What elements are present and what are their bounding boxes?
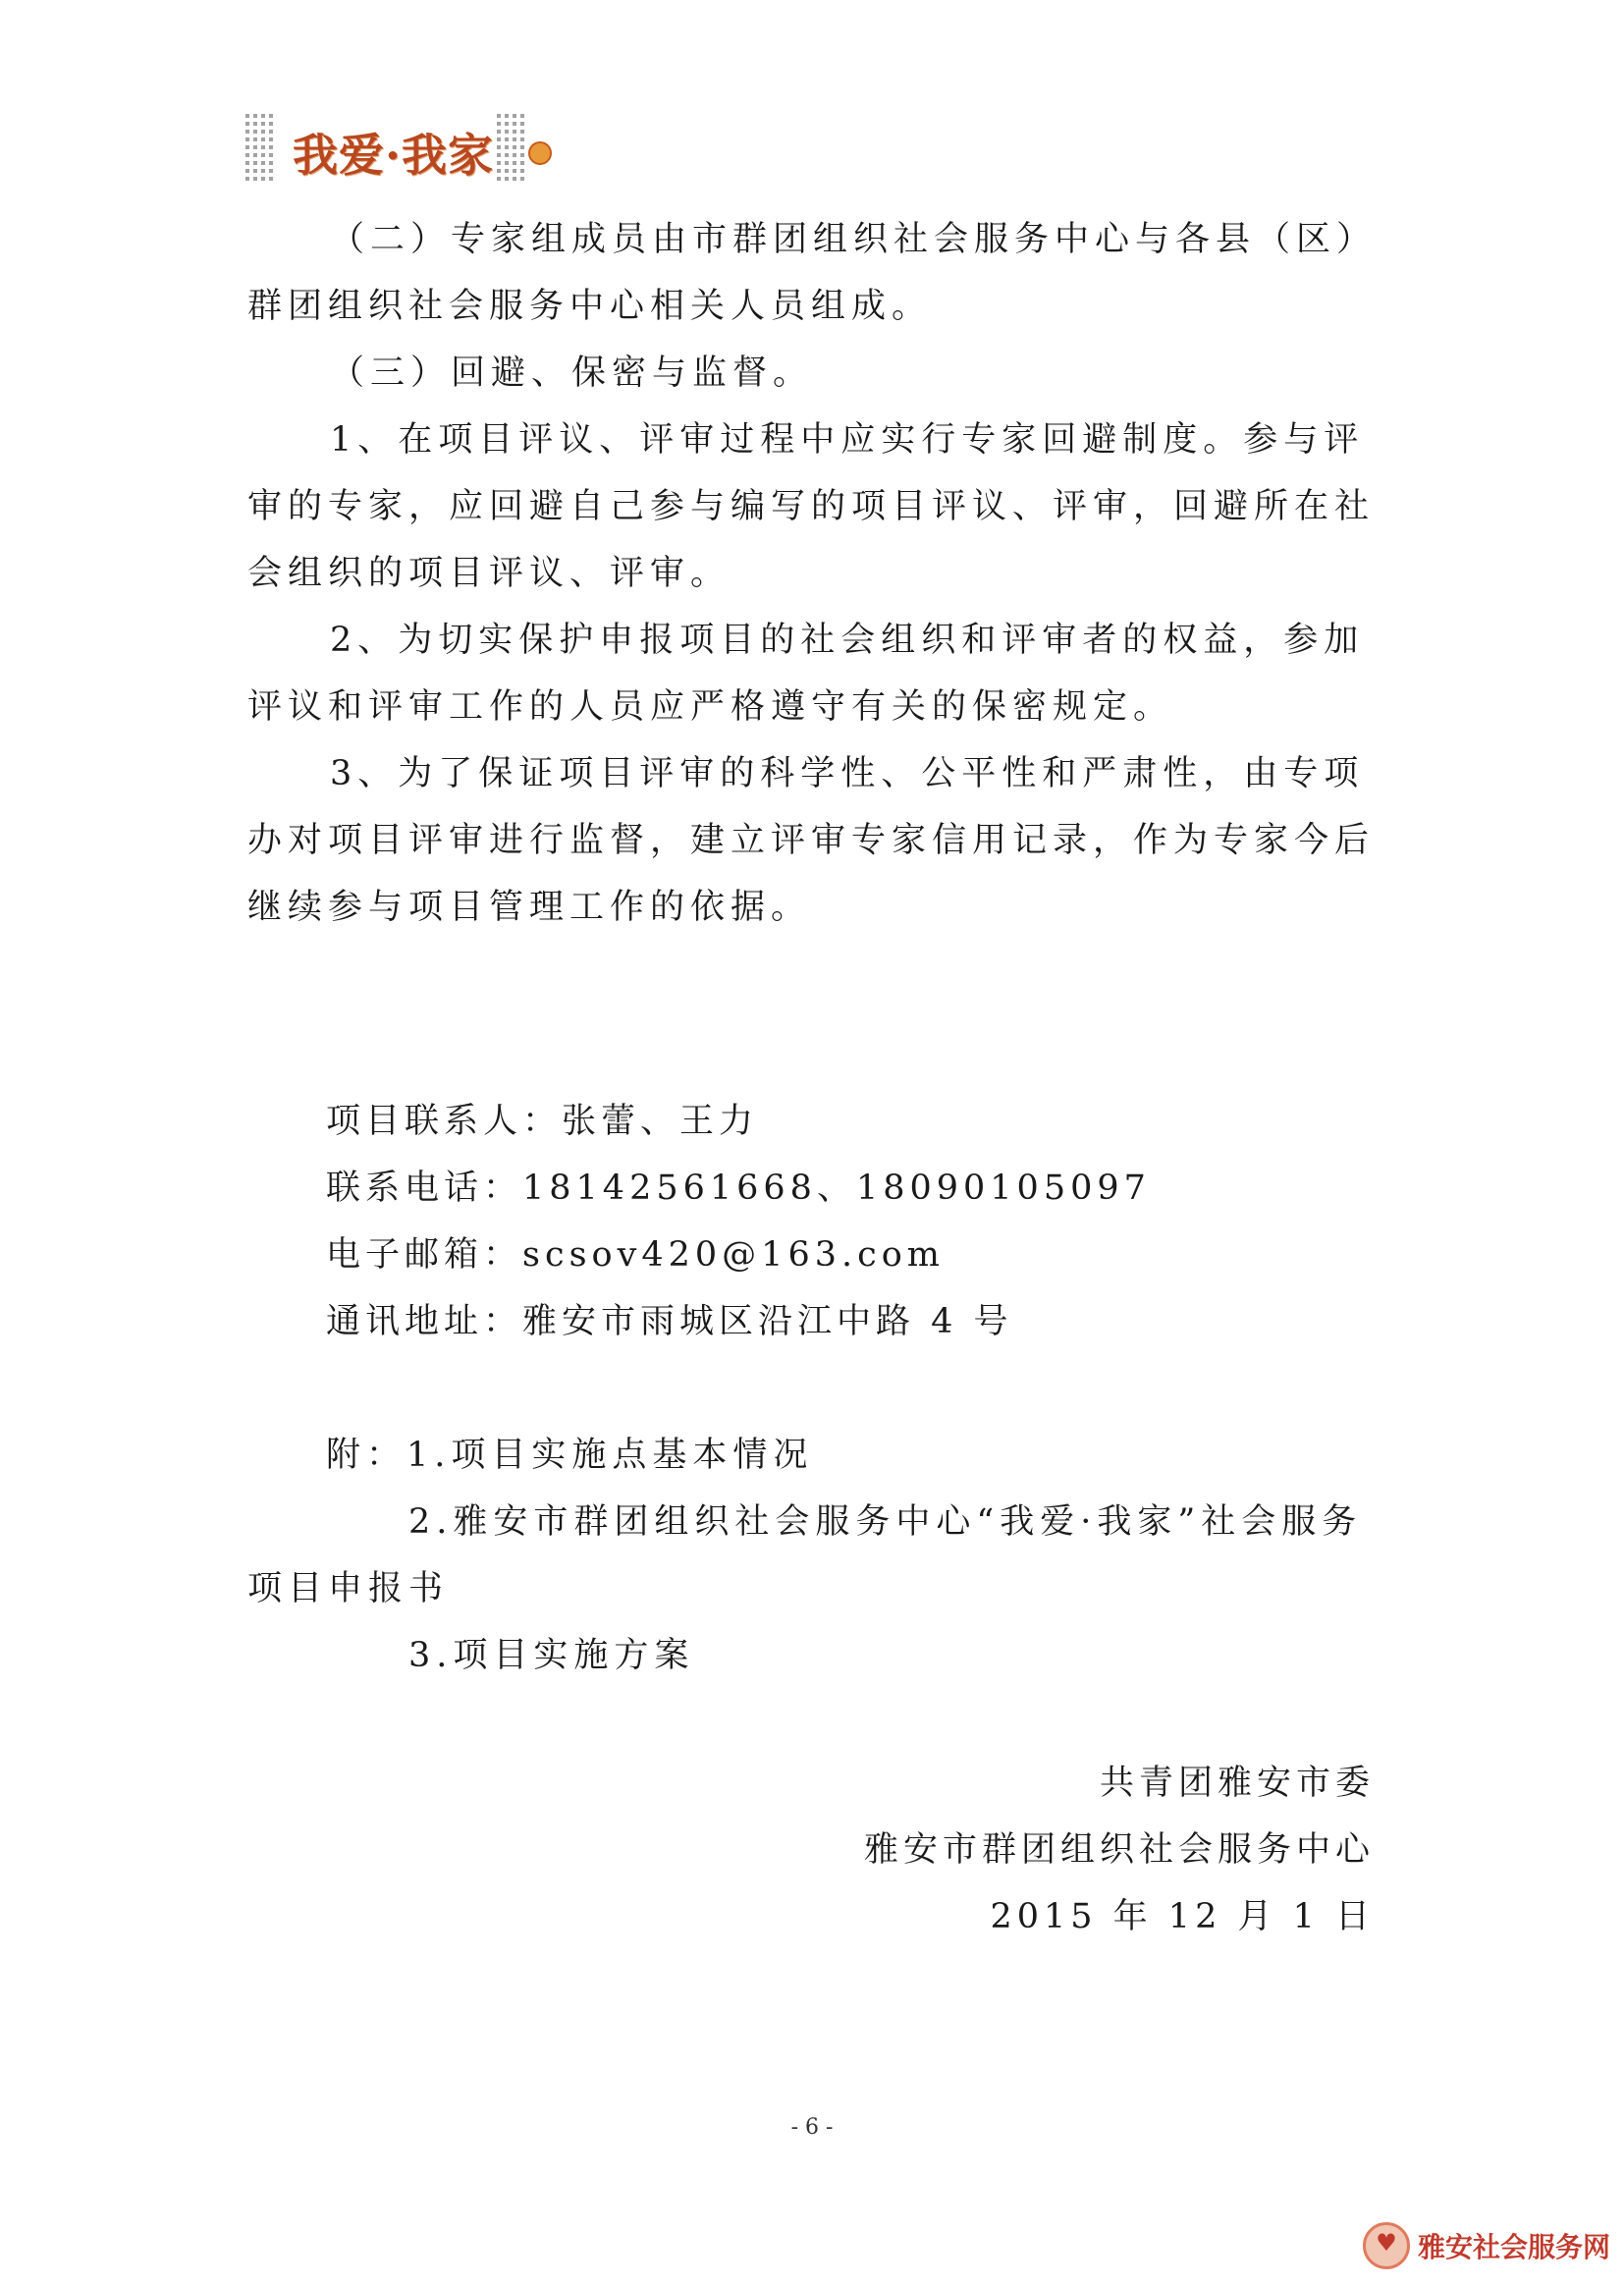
paragraph: 3、为了保证项目评审的科学性、公平性和严肃性，由专项办对项目评审进行监督，建立评审专家信用记录，作为专家今后继续参与项目管理工作的依据。: [247, 754, 1376, 927]
contact-email: 电子邮箱：scsov420@163.com: [326, 1235, 945, 1275]
logo-side-decoration: [244, 114, 277, 192]
signature-date: 2015 年 12 月 1 日: [990, 1897, 1375, 1936]
heart-logo-icon: [1363, 2222, 1410, 2269]
contact-person: 项目联系人：张蕾、王力: [326, 1102, 759, 1141]
attachment-item: 3.项目实施方案: [408, 1636, 695, 1675]
logo-brand-text: 我爱·我家: [293, 129, 495, 182]
contact-address: 通讯地址：雅安市雨城区沿江中路 4 号: [326, 1302, 1013, 1341]
contact-phone: 联系电话：18142561668、18090105097: [326, 1169, 1151, 1208]
header-logo: [244, 110, 538, 198]
site-watermark: [1363, 2218, 1610, 2273]
paragraph: 1、在项目评议、评审过程中应实行专家回避制度。参与评审的专家，应回避自己参与编写的项目评议、评审，回避所在社会组织的项目评议、评审。: [247, 420, 1376, 593]
contact-info: [326, 1088, 1151, 1355]
document-body: [247, 206, 1377, 941]
attachments: [247, 1422, 1377, 1689]
paragraph: 2、为切实保护申报项目的社会组织和评审者的权益，参加评议和评审工作的人员应严格遵守有关的保密规定。: [247, 621, 1365, 727]
paragraph: （三）回避、保密与监督。: [330, 354, 814, 393]
page-number: - 6 -: [790, 2115, 834, 2140]
paragraph: （二）专家组成员由市群团组织社会服务中心与各县（区）群团组织社会服务中心相关人员组成。: [247, 220, 1378, 326]
signature-block: [864, 1750, 1375, 1950]
logo-heart-icon: [528, 141, 552, 165]
logo-side-decoration: [495, 114, 528, 192]
signature-org: 共青团雅安市委: [1099, 1764, 1375, 1803]
attachment-item: 2.雅安市群团组织社会服务中心“我爱·我家”社会服务项目申报书: [247, 1502, 1363, 1608]
signature-org: 雅安市群团组织社会服务中心: [863, 1830, 1375, 1870]
attachment-item: 附：1.项目实施点基本情况: [326, 1436, 814, 1475]
watermark-text: 雅安社会服务网: [1417, 2231, 1610, 2263]
